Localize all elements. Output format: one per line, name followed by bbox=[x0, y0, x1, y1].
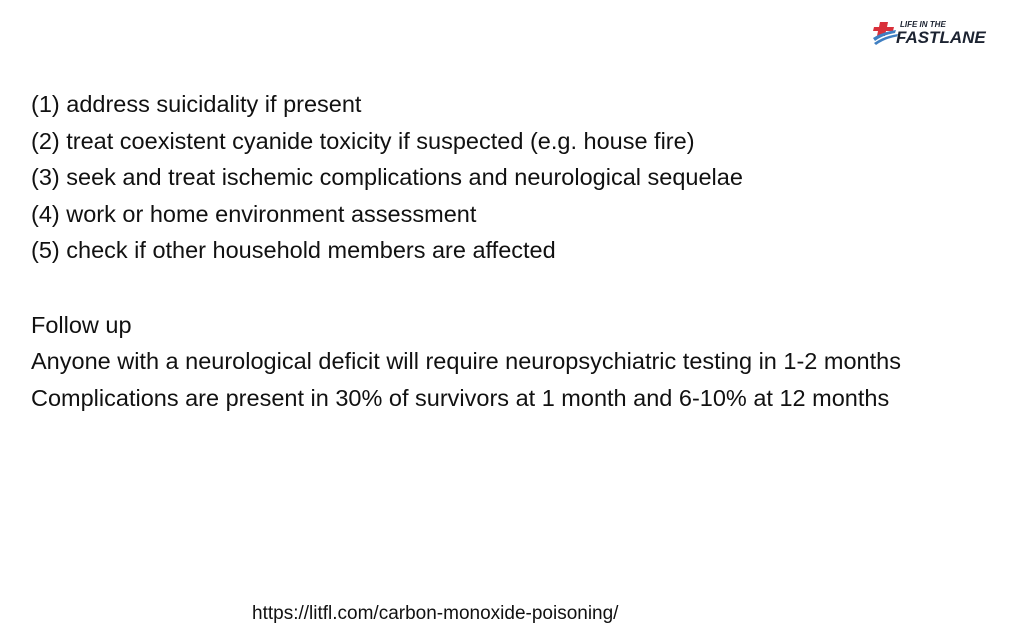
litfl-logo-mark bbox=[872, 18, 994, 46]
management-item-2: (2) treat coexistent cyanide toxicity if suspected (e.g. house fire) bbox=[31, 127, 695, 154]
management-item-1: (1) address suicidality if present bbox=[31, 91, 362, 117]
follow-up-line-2: Complications are present in 30% of survivors at 1 month and 6-10% at 12 months bbox=[31, 384, 890, 411]
source-url: https://litfl.com/carbon-monoxide-poisoning/ bbox=[252, 603, 619, 624]
slide-body bbox=[31, 86, 1001, 416]
management-item-5: (5) check if other household members are affected bbox=[31, 237, 556, 263]
follow-up-heading: Follow up bbox=[31, 311, 132, 338]
logo-small-text: LIFE IN THE bbox=[900, 20, 946, 29]
litfl-logo bbox=[872, 18, 994, 46]
section-gap bbox=[31, 269, 1001, 307]
management-item-4: (4) work or home environment assessment bbox=[31, 200, 477, 227]
management-item-3: (3) seek and treat ischemic complications and neurological sequelae bbox=[31, 164, 743, 190]
logo-big-text: FASTLANE bbox=[896, 28, 986, 46]
follow-up-line-1: Anyone with a neurological deficit will require neuropsychiatric testing in 1-2 months bbox=[31, 348, 901, 374]
